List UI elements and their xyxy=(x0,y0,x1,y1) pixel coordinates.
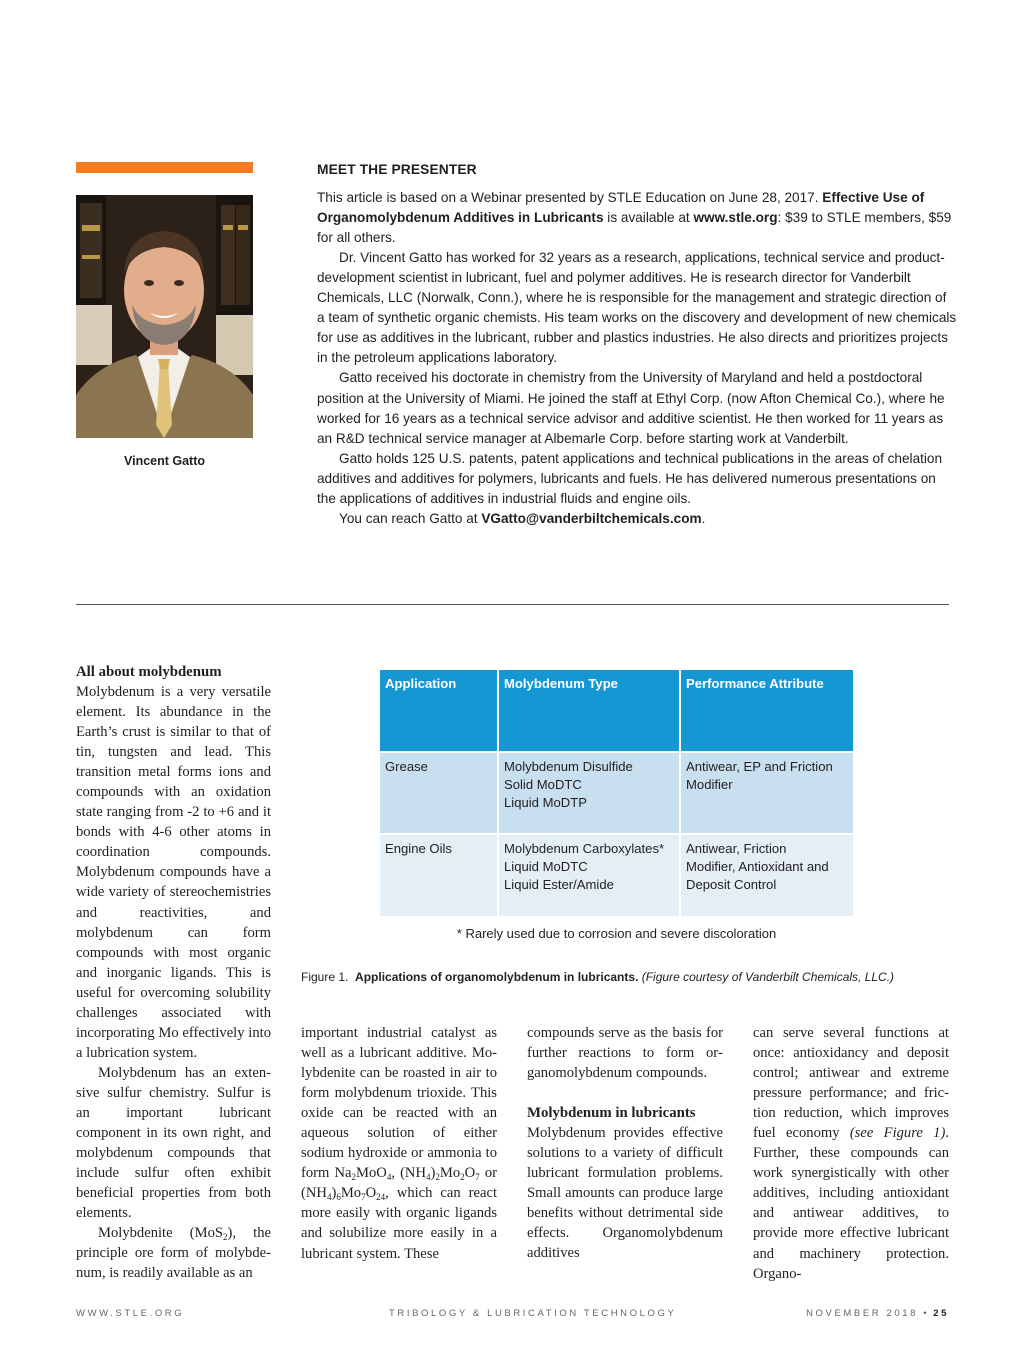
footer-separator: • xyxy=(923,1308,930,1319)
presenter-bio-paragraph: Dr. Vincent Gatto has worked for 32 years as a research, applications, technical service and product-development scientist in lubricant, fuel and polymer additives. He is research director for Vanderbilt Chemicals, LLC (Norwalk, Conn.), where he is responsible for the management and strategic direction of a team of synthetic organic chemists. His team works on the discovery and development of new chemicals for use as additives in the lubricant, rubber and plastics industries. He also directs and prioritizes projects in the petroleum applications laboratory. xyxy=(317,250,957,366)
article-column-3 xyxy=(527,1023,723,1263)
article-column-1 xyxy=(76,662,271,1283)
stle-link[interactable]: www.stle.org xyxy=(693,210,778,226)
subheading: All about molybdenum xyxy=(76,664,222,680)
presenter-contact: You can reach Gatto at VGatto@vanderbiltchemicals.com. xyxy=(339,510,706,526)
section-heading: MEET THE PRESENTER xyxy=(317,162,477,177)
table-cell: Engine Oils xyxy=(380,834,498,916)
section-divider xyxy=(76,604,949,605)
paragraph: can serve several functions at once: antioxidancy and deposit control; antiwear and extreme pressure performance; and friction reduction, which improves fuel economy (see Figure 1). Further, these compounds can work synergistically with other additives, including antioxidant and antiwear additives, to provide more effective lubricant and machinery protection. Organo- xyxy=(753,1025,949,1282)
table-row xyxy=(380,752,853,834)
footer-website[interactable]: WWW.STLE.ORG xyxy=(76,1308,185,1319)
presenter-section xyxy=(317,160,957,529)
paragraph: important industrial catalyst as well as a lubricant additive. Molybdenite can be roasted in air to form molybdenum trioxide. This oxide can be reacted with an aqueous solution of either sodium hydroxide or ammonia to form $Na_2MoO_4$, $(NH_4)_2Mo_2O_7$ or $(NH_4)_6Mo_7O_{24}$, which can react more easily with organic ligands and solubilize more easily in a lubricant system. These xyxy=(301,1025,497,1262)
table-header: Performance Attribute xyxy=(680,670,853,752)
presenter-intro: This article is based on a Webinar presented by STLE Education on June 28, 2017. Effective Use of Organomolybdenum Additives in Lubricants is available at www.stle.org: $39 to STLE members, $59 for all others. xyxy=(317,190,952,246)
table-header: Molybdenum Type xyxy=(498,670,680,752)
presenter-bio-paragraph: Gatto holds 125 U.S. patents, patent applications and technical publications in the areas of chelation additives and additives for polymers, lubricants and fuels. He has delivered numerous presentations on the applications of additives in industrial fluids and engine oils. xyxy=(317,450,943,506)
presenter-bio-paragraph: Gatto received his doctorate in chemistry from the University of Maryland and held a postdoctoral position at the University of Miami. He joined the staff at Ethyl Corp. (now Afton Chemical Co.), where he worked for 16 years as a technical service advisor and additive scientist. He then worked for 11 years as an R&D technical service manager at Albemarle Corp. before starting work at Vanderbilt. xyxy=(317,370,945,446)
table-footnote: * Rarely used due to corrosion and severe discoloration xyxy=(456,926,777,941)
paragraph: compounds serve as the basis for further reactions to form organomolybdenum compounds. xyxy=(527,1025,723,1082)
figure-caption: Figure 1. Applications of organomolybdenum in lubricants. (Figure courtesy of Vanderbilt Chemicals, LLC.) xyxy=(301,970,895,984)
table-row xyxy=(380,834,853,916)
presenter-portrait-illustration xyxy=(76,195,253,438)
figure-table xyxy=(380,670,853,916)
paragraph: Molybdenum provides effective solutions to a variety of difficult lubricant formulation problems. Small amounts can produce large benefits without detrimental side effects. Organomolybdenum additives xyxy=(527,1125,723,1262)
presenter-photo xyxy=(76,195,253,438)
email-link[interactable]: VGatto@vanderbiltchemicals.com xyxy=(481,510,702,526)
table-cell: Molybdenum Disulfide Solid MoDTC Liquid MoDTP xyxy=(498,752,680,834)
table-header: Application xyxy=(380,670,498,752)
paragraph: Molybdenite (MoS$_2$), the principle ore form of molybdenum, is readily available as an xyxy=(76,1225,271,1282)
photo-caption: Vincent Gatto xyxy=(123,454,206,468)
figure-reference[interactable]: (see Figure 1) xyxy=(849,1125,946,1142)
article-column-4 xyxy=(753,1023,949,1284)
subheading: Molybdenum in lubricants xyxy=(527,1105,696,1122)
page-number: 25 xyxy=(933,1308,949,1319)
paragraph: Molybdenum is a very versatile element. Its abundance in the Earth’s crust is similar to that of tin, tungsten and lead. This transition metal forms ions and compounds with an oxidation state ranging from -2 to +6 and it bonds with 4-6 other atoms in coordination compounds. Molybdenum compounds have a wide variety of stereochemistries and reactivities, and molybdenum can form compounds with most organic and inorganic ligands. This is useful for overcoming solubility challenges associated with incorporating Mo effectively into a lubrication system. xyxy=(76,684,271,1061)
article-column-2 xyxy=(301,1023,497,1264)
table-cell: Antiwear, Friction Modifier, Antioxidant and Deposit Control xyxy=(680,834,853,916)
table-cell: Antiwear, EP and Friction Modifier xyxy=(680,752,853,834)
table-cell: Grease xyxy=(380,752,498,834)
paragraph: Molybdenum has an extensive sulfur chemistry. Sulfur is an important lubricant component in its own right, and molybdenum compounds that include sulfur often exhibit beneficial properties from both elements. xyxy=(76,1064,271,1222)
table-cell: Molybdenum Carboxylates* Liquid MoDTC Liquid Ester/Amide xyxy=(498,834,680,916)
accent-bar xyxy=(76,162,253,173)
footer-publication: TRIBOLOGY & LUBRICATION TECHNOLOGY xyxy=(389,1308,677,1319)
footer-issue: NOVEMBER 2018 • 25 xyxy=(806,1308,949,1319)
webinar-title: Effective Use of Organomolybdenum Additives in Lubricants xyxy=(317,190,925,226)
